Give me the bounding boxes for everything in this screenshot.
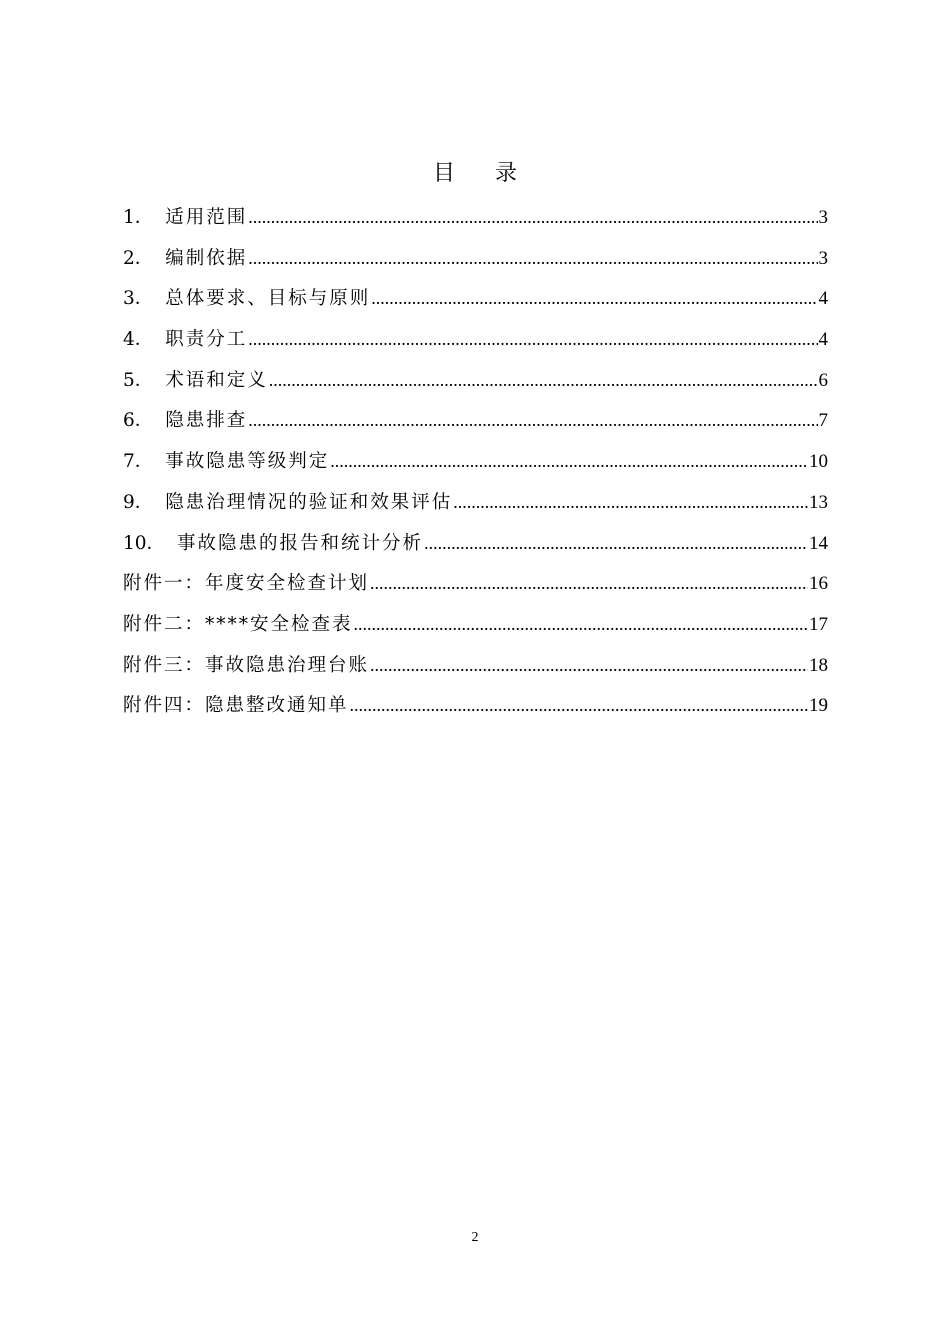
toc-entry[interactable] [123, 202, 828, 243]
toc-dot-leader [354, 609, 808, 639]
toc-entry-number: 3． [123, 288, 154, 310]
toc-title-char-1: 目 [432, 161, 455, 186]
toc-title [0, 160, 950, 188]
toc-entry[interactable] [123, 243, 828, 284]
toc-entry-label: 隐患排查 [165, 410, 248, 432]
toc-entry-label: 附件四：隐患整改通知单 [123, 695, 349, 717]
toc-entry-label: 适用范围 [165, 207, 248, 228]
toc-entry-page: 4 [818, 288, 828, 310]
toc-entry-page: 4 [818, 329, 828, 351]
toc-entry-page: 6 [818, 369, 828, 391]
toc-entry-label: 事故隐患等级判定 [165, 451, 330, 473]
toc-entry-page: 3 [818, 247, 828, 269]
toc-entry-page: 19 [809, 695, 828, 717]
page-number: 2 [471, 1230, 479, 1245]
toc-entry-number: 4． [123, 329, 154, 351]
toc-dot-leader [371, 283, 817, 313]
toc-dot-leader [248, 324, 817, 354]
toc-entry[interactable] [123, 650, 828, 691]
toc-entry-label: 附件二：****安全检查表 [123, 613, 353, 635]
toc-entry-page: 10 [809, 451, 828, 473]
toc-entry[interactable] [123, 690, 828, 731]
toc-entry-page: 16 [809, 573, 828, 595]
toc-entry-page: 7 [818, 410, 828, 432]
toc-dot-leader [248, 202, 817, 232]
toc-entry[interactable] [123, 528, 828, 569]
toc-entry[interactable] [123, 405, 828, 446]
toc-entry-label: 术语和定义 [165, 369, 268, 391]
toc-dot-leader [370, 650, 808, 680]
toc-entry-label: 隐患治理情况的验证和效果评估 [165, 491, 453, 513]
toc-entry-number: 1． [123, 207, 154, 228]
toc-entry-label: 总体要求、目标与原则 [165, 288, 371, 310]
toc-entry-page: 18 [809, 654, 828, 676]
toc-entry-label: 职责分工 [165, 329, 248, 351]
toc-dot-leader [350, 690, 808, 720]
toc-entry[interactable] [123, 324, 828, 365]
toc-entry-page: 17 [809, 613, 828, 635]
toc-entry-label: 附件一：年度安全检查计划 [123, 573, 370, 595]
toc-dot-leader [453, 487, 808, 517]
toc-dot-leader [424, 528, 808, 558]
toc-entry[interactable] [123, 283, 828, 324]
toc-entry[interactable] [123, 365, 828, 406]
toc-dot-leader [248, 405, 817, 435]
toc-entry-number: 9． [123, 491, 154, 513]
toc-entry-number: 7． [123, 451, 154, 473]
toc-entry-label: 编制依据 [165, 247, 248, 269]
toc-entry-page: 3 [818, 207, 828, 228]
toc-dot-leader [269, 365, 818, 395]
toc-list [123, 202, 828, 731]
toc-entry-number: 5． [123, 369, 154, 391]
toc-dot-leader [248, 243, 817, 273]
toc-entry[interactable] [123, 609, 828, 650]
toc-entry[interactable] [123, 487, 828, 528]
toc-entry[interactable] [123, 568, 828, 609]
toc-entry-label: 附件三：事故隐患治理台账 [123, 654, 370, 676]
toc-entry[interactable] [123, 446, 828, 487]
toc-entry-number: 2． [123, 247, 154, 269]
toc-dot-leader [370, 568, 808, 598]
toc-entry-page: 14 [809, 532, 828, 554]
toc-entry-number: 6． [123, 410, 154, 432]
toc-title-char-2: 录 [495, 161, 518, 186]
toc-entry-label: 事故隐患的报告和统计分析 [177, 532, 424, 554]
toc-dot-leader [330, 446, 808, 476]
toc-entry-number: 10． [123, 532, 166, 554]
toc-entry-page: 13 [809, 491, 828, 513]
